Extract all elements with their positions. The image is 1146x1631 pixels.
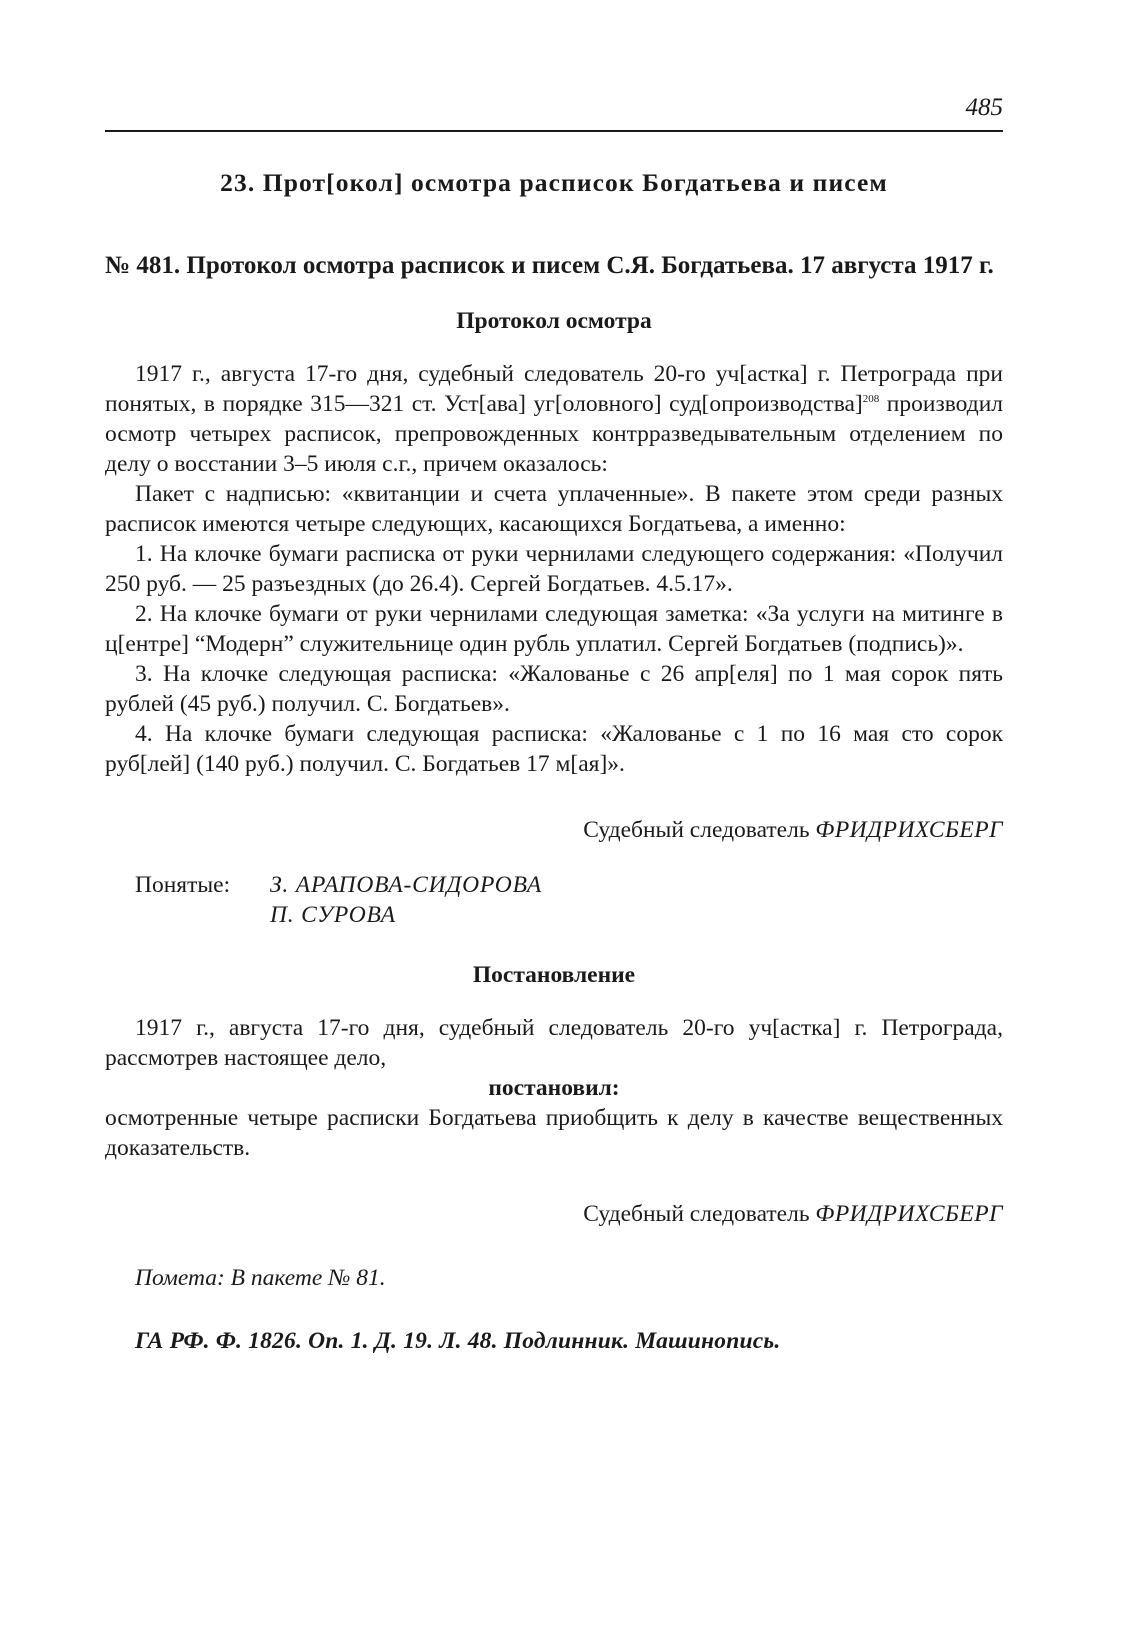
document-heading: № 481. Протокол осмотра расписок и писем С.Я. Богдатьева. 17 августа 1917 г. [105, 252, 994, 279]
resolution-title: Постановление [472, 962, 636, 988]
list-item: 4. На клочке бумаги следующая расписка: «Жалованье с 1 по 16 мая сто сорок руб[лей] (140 руб.) получил. С. Богдатьев 17 м[ая]». [105, 721, 1003, 777]
protocol-intro-text: 1917 г., августа 17-го дня, судебный следователь 20-го уч[астка] г. Петрограда при понятых, в порядке 315—321 ст. Уст[ава] уг[оловного] суд[опроизводства] [105, 361, 1003, 417]
witnesses-block [105, 870, 1003, 930]
archive-reference: ГА РФ. Ф. 1826. Оп. 1. Д. 19. Л. 48. Подлинник. Машинопись. [135, 1328, 781, 1354]
list-item: 1. На клочке бумаги расписка от руки чернилами следующего содержания: «Получил 250 руб. — 25 разъездных (до 26.4). Сергей Богдатьев. 4.5.17». [105, 541, 1003, 597]
page-number: 485 [965, 94, 1003, 121]
page-content [105, 160, 1003, 1356]
resolution-decided: постановил: [488, 1075, 620, 1101]
header-rule [105, 130, 1003, 132]
witnesses-label: Понятые: [135, 872, 231, 898]
signature-name: ФРИДРИХСБЕРГ [815, 1201, 1003, 1227]
witness-name: З. АРАПОВА-СИДОРОВА [270, 872, 542, 898]
packet-description: Пакет с надписью: «квитанции и счета уплаченные». В пакете этом среди разных расписок имеются четыре следующих, касающихся Богдатьева, а именно: [105, 481, 1003, 537]
resolution-intro: 1917 г., августа 17-го дня, судебный следователь 20-го уч[астка] г. Петрограда, рассмотрев настоящее дело, [105, 1015, 1003, 1071]
list-item: 2. На клочке бумаги от руки чернилами следующая заметка: «За услуги на митинге в ц[ентре] “Модерн” служительнице один рубль уплатил. Сергей Богдатьев (подпись)». [105, 601, 1003, 657]
witness-name: П. СУРОВА [270, 902, 396, 928]
protocol-intro [105, 359, 1003, 479]
signature-role: Судебный следователь [583, 817, 810, 843]
protocol-signature [105, 815, 1003, 845]
footnote-ref: 208 [862, 393, 880, 406]
note: Помета: В пакете № 81. [135, 1265, 386, 1291]
list-item: 3. На клочке следующая расписка: «Жалованье с 26 апр[еля] по 1 мая сорок пять рублей (45 руб.) получил. С. Богдатьев». [105, 661, 1003, 717]
witnesses-names [270, 870, 542, 930]
section-title: 23. Прот[окол] осмотра расписок Богдатьева и писем [220, 168, 888, 197]
resolution-signature [105, 1199, 1003, 1229]
protocol-title: Протокол осмотра [456, 308, 652, 334]
protocol-intro-text-2: производил осмотр четырех расписок, препровожденных контрразведывательным отделением по делу о восстании 3–5 июля с.г., причем оказалось: [105, 391, 1003, 477]
signature-name: ФРИДРИХСБЕРГ [815, 817, 1003, 843]
signature-role: Судебный следователь [583, 1201, 810, 1227]
resolution-text: осмотренные четыре расписки Богдатьева приобщить к делу в качестве вещественных доказательств. [105, 1105, 1003, 1161]
